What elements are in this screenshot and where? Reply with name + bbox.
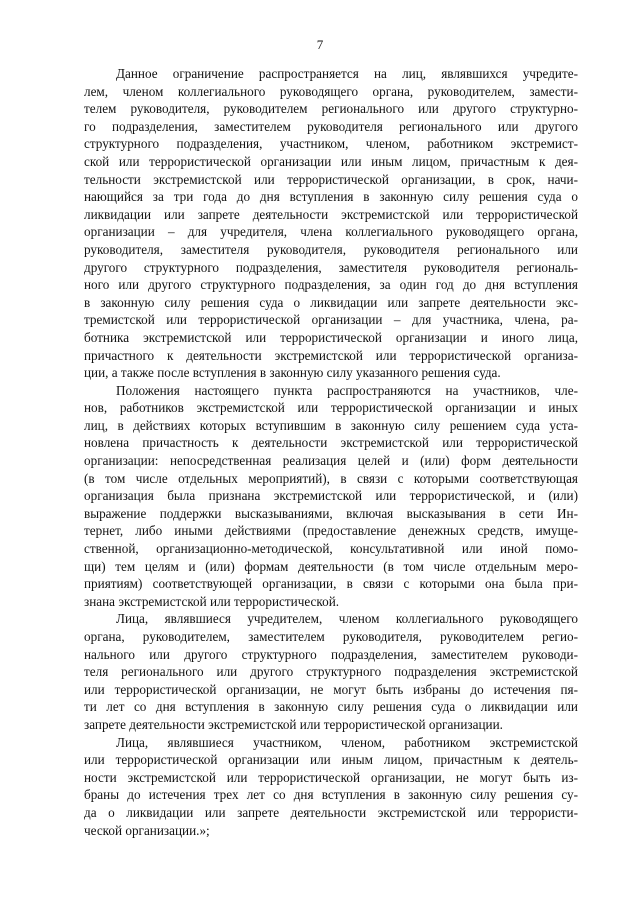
text-line: новлена причастность к деятельности экстремистской или террористической (84, 435, 578, 451)
text-line: причастного к деятельности экстремистской или террористической организа- (84, 347, 578, 363)
text-line: тремистской или террористической организации – для участника, члена, ра- (84, 312, 578, 328)
paragraph-2 (84, 382, 578, 611)
text-line: структурного подразделения, участником, членом, работником экстремист- (84, 136, 578, 152)
paragraph-3 (84, 610, 578, 733)
text-line: ботника экстремистской или террористической организации и иного лица, (84, 329, 578, 345)
text-line: телем руководителя, руководителем регионального или другого структурно- (84, 101, 578, 117)
text-line: ской или террористической организации или иным лицом, причастным к дея- (84, 153, 578, 169)
text-line: приятиям) соответствующей организации, в связи с которыми она была при- (84, 576, 578, 592)
text-line: Лица, являвшиеся учредителем, членом коллегиального руководящего (116, 611, 578, 627)
text-line: ликвидации или запрете деятельности экстремистской или террористической (84, 206, 578, 222)
text-line: ности экстремистской или террористической организации, не могут быть из- (84, 769, 578, 785)
text-line: щи) тем целям и (или) формам деятельности (в том числе отдельным меро- (84, 558, 578, 574)
text-line: ческой организации.»; (84, 822, 210, 838)
page-number: 7 (316, 37, 324, 52)
text-line: нов, работников экстремистской или террористической организации и иных (84, 400, 578, 416)
text-line: запрете деятельности экстремистской или террористической организации. (84, 716, 503, 732)
text-line: да о ликвидации или запрете деятельности экстремистской или террористи- (84, 804, 578, 820)
text-line: ственной, организационно-методической, консультативной или иной помо- (84, 541, 578, 557)
text-line: ти лет со дня вступления в законную силу решения суда о ликвидации или (84, 699, 578, 715)
text-line: организации: непосредственная реализация целей и (или) форм деятельности (84, 453, 578, 469)
text-line: Данное ограничение распространяется на лиц, являвшихся учредите- (116, 66, 578, 81)
text-line: лем, членом коллегиального руководящего органа, руководителем, замести- (84, 83, 578, 99)
text-line: или террористической организации, не могут быть избраны до истечения пя- (84, 681, 578, 697)
text-line: организации – для учредителя, члена коллегиального руководящего органа, (84, 224, 578, 240)
text-line: ции, а также после вступления в законную силу указанного решения суда. (84, 365, 501, 381)
text-line: Лица, являвшиеся участником, членом, работником экстремистской (116, 734, 578, 750)
text-line: браны до истечения трех лет со дня вступления в законную силу решения су- (84, 787, 578, 803)
text-line: другого структурного подразделения, заместителя руководителя региональ- (84, 259, 578, 275)
text-line: в законную силу решения суда о ликвидации или запрете деятельности экс- (84, 294, 578, 310)
text-line: ного или другого структурного подразделения, за один год до дня вступления (84, 277, 578, 293)
text-line: Положения настоящего пункта распространяются на участников, чле- (116, 382, 578, 398)
text-line: или террористической организации или иным лицом, причастным к деятель- (84, 752, 578, 768)
text-line: выражение поддержки высказываниями, включая высказывания в сети Ин- (84, 505, 578, 521)
text-line: организация была признана экстремистской или террористической, и (или) (84, 488, 578, 504)
text-line: лиц, в действиях которых вступившим в законную силу решением суда уста- (84, 417, 578, 433)
text-line: нального или другого структурного подразделения, заместителем руководи- (84, 646, 578, 662)
text-line: го подразделения, заместителем руководителя регионального или другого (84, 118, 578, 134)
text-line: тернет, либо иными действиями (предоставление денежных средств, имуще- (84, 523, 578, 539)
text-line: органа, руководителем, заместителем руководителя, руководителем регио- (84, 629, 578, 644)
paragraph-4 (84, 734, 578, 840)
document-body (84, 65, 578, 839)
text-line: теля регионального или другого структурного подразделения экстремистской (84, 664, 578, 680)
text-line: нающийся за три года до дня вступления в законную силу решения суда о (84, 189, 578, 205)
text-line: (в том числе отдельных мероприятий), в связи с которыми соответствующая (84, 470, 578, 486)
text-line: руководителя, заместителя руководителя, руководителя регионального или (84, 241, 578, 257)
text-line: тельности экстремистской или террористической организации, в срок, начи- (84, 171, 578, 187)
text-line: знана экстремистской или террористической. (84, 593, 340, 609)
paragraph-1 (84, 65, 578, 382)
